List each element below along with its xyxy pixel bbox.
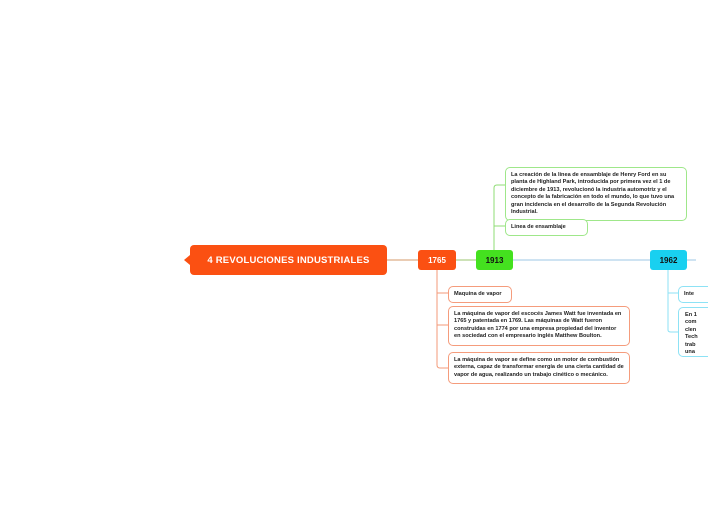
topic-1913[interactable]: 1913 xyxy=(476,250,513,270)
subtopic-1962-text[interactable]: En 1 com clen Tech trab una xyxy=(678,307,708,357)
subtopic-definicion-maquina[interactable]: La máquina de vapor se define como un motor de combustión externa, capaz de transformar energía de una cierta cantidad de vapor de agua, realizando un trabajo cinético o mecánico. xyxy=(448,352,630,384)
subtopic-1962-inte[interactable]: Inte xyxy=(678,286,708,303)
connector-1962-trunk xyxy=(668,270,678,332)
topic-1962[interactable]: 1962 xyxy=(650,250,687,270)
connector-1765-trunk xyxy=(437,270,448,368)
subtopic-james-watt[interactable]: La máquina de vapor del escocés James Watt fue inventada en 1765 y patentada en 1769. Las máquinas de Watt fueron construidas en 1774 por una empresa propiedad del inventor en sociedad con el empresario inglés Matthew Boulton. xyxy=(448,306,630,346)
subtopic-linea-ensamblaje[interactable]: Linea de ensamblaje xyxy=(505,219,588,236)
subtopic-maquina-vapor[interactable]: Maquina de vapor xyxy=(448,286,512,303)
root-topic[interactable]: 4 REVOLUCIONES INDUSTRIALES xyxy=(190,245,387,275)
topic-1765[interactable]: 1765 xyxy=(418,250,456,270)
subtopic-ford-assembly-line[interactable]: La creación de la línea de ensamblaje de Henry Ford en su planta de Highland Park, introducida por primera vez el 1 de diciembre de 1913, revolucionó la industria automotriz y el concepto de la fabricación en todo el mundo, lo que tuvo una gran incidencia en el desarrollo de la Segunda Revolución Industrial. xyxy=(505,167,687,221)
connector-1913-trunk xyxy=(494,185,505,250)
